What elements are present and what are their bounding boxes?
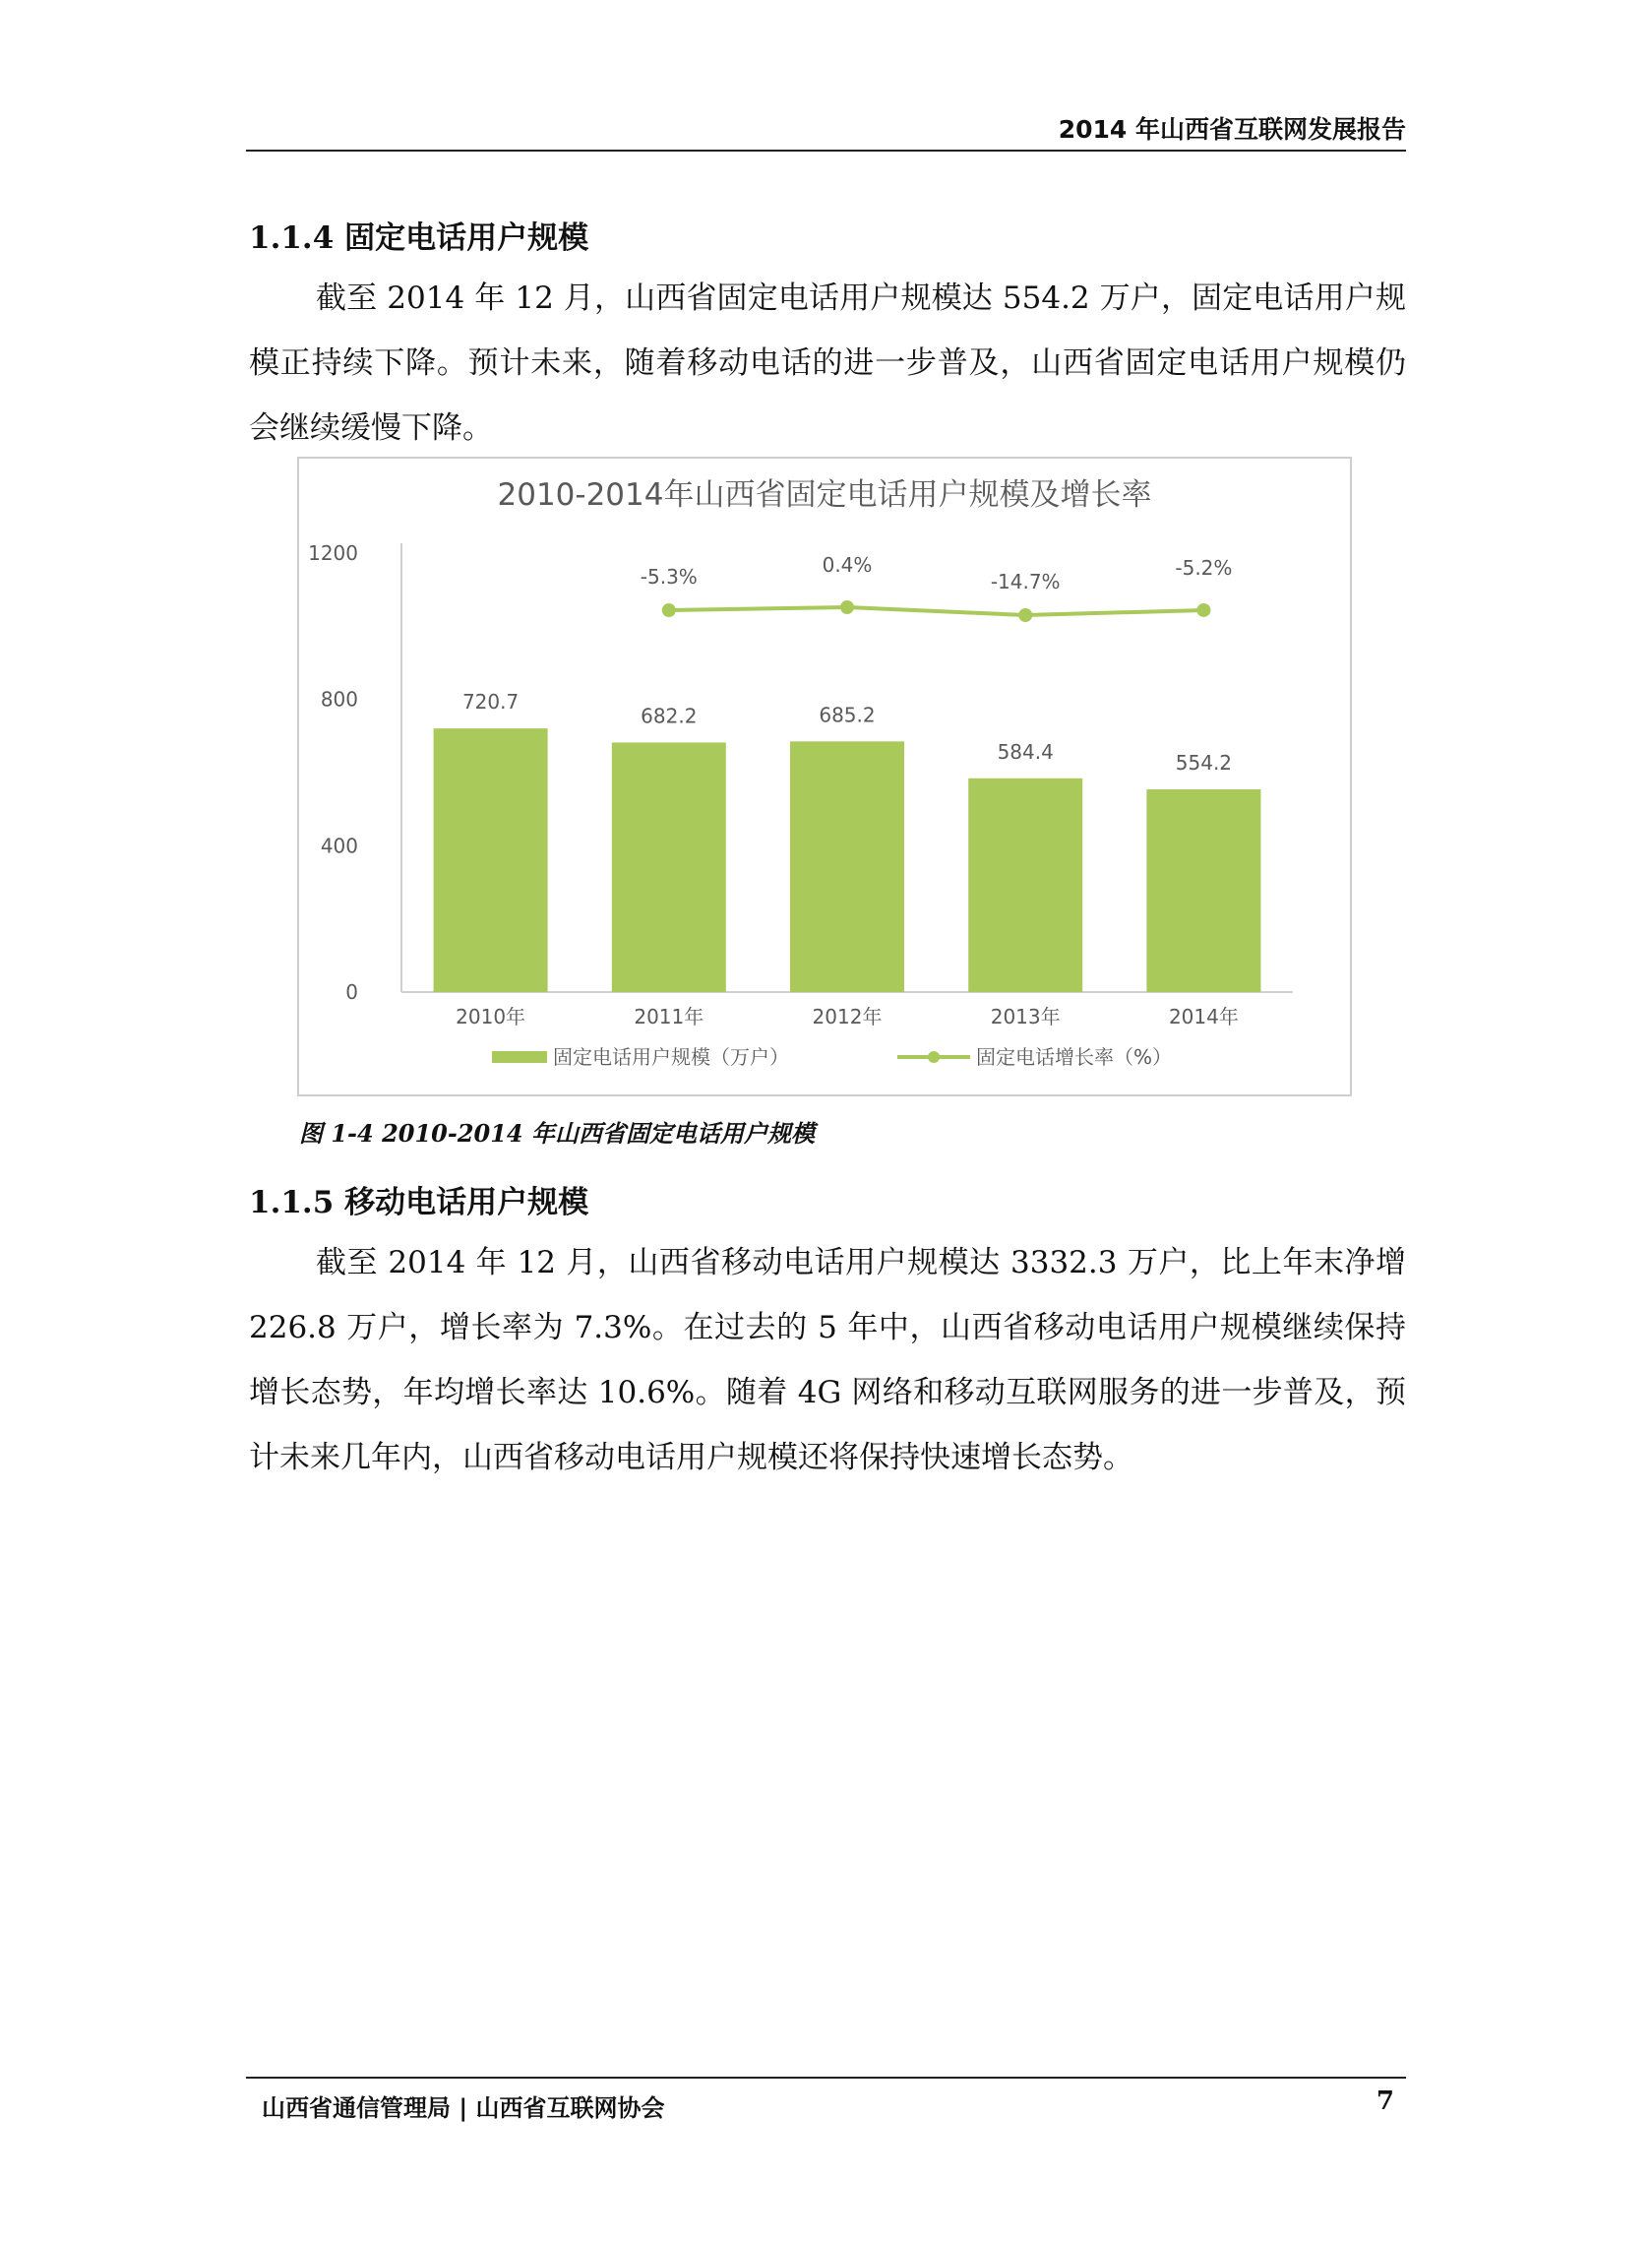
section-heading-fixed-phone: 1.1.4 固定电话用户规模 (249, 220, 589, 256)
y-tick-label: 800 (320, 687, 358, 712)
bar (1146, 789, 1260, 992)
growth-rate-label: -14.7% (990, 570, 1061, 593)
chart-frame (297, 457, 1352, 1096)
growth-rate-point (840, 600, 854, 614)
bar (790, 741, 904, 992)
growth-rate-point (1018, 608, 1032, 622)
section-paragraph-fixed-phone: 截至 2014 年 12 月，山西省固定电话用户规模达 554.2 万户，固定电话用户规模正持续下降。预计未来，随着移动电话的进一步普及，山西省固定电话用户规模仍会继续缓慢下降。 (249, 280, 1406, 446)
bar-value-label: 584.4 (997, 739, 1054, 764)
header-divider (246, 150, 1406, 152)
y-tick-label: 0 (345, 980, 358, 1004)
section-heading-mobile-phone: 1.1.5 移动电话用户规模 (249, 1185, 589, 1220)
bar-value-label: 682.2 (641, 704, 698, 728)
bar (612, 742, 726, 992)
bar-value-label: 554.2 (1175, 751, 1233, 776)
legend-bar-label: 固定电话用户规模（万户） (553, 1045, 789, 1069)
legend-line-marker (928, 1051, 940, 1063)
footer-organizations: 山西省通信管理局 | 山西省互联网协会 (262, 2094, 665, 2122)
bar (968, 778, 1082, 992)
chart-title: 2010-2014年山西省固定电话用户规模及增长率 (497, 477, 1152, 513)
growth-rate-label: -5.3% (640, 565, 698, 590)
growth-rate-label: 0.4% (822, 553, 873, 577)
growth-rate-point (1196, 603, 1210, 617)
figure-caption: 图 1-4 2010-2014 年山西省固定电话用户规模 (299, 1119, 815, 1148)
bar-value-label: 720.7 (461, 690, 520, 715)
legend-line-label: 固定电话增长率（%） (976, 1045, 1173, 1069)
bar (434, 728, 548, 992)
growth-rate-line (669, 607, 1204, 615)
growth-rate-label: -5.2% (1175, 555, 1233, 580)
x-tick-label: 2013年 (990, 1005, 1061, 1028)
page-number: 7 (1376, 2086, 1394, 2116)
report-header-title: 2014 年山西省互联网发展报告 (1058, 115, 1406, 144)
x-tick-label: 2012年 (812, 1005, 883, 1028)
legend-bar-swatch (492, 1051, 547, 1063)
fixed-phone-chart (299, 459, 1350, 1094)
y-tick-label: 1200 (308, 541, 358, 565)
x-tick-label: 2010年 (456, 1005, 526, 1028)
y-tick-label: 400 (320, 834, 358, 858)
x-tick-label: 2011年 (634, 1005, 704, 1028)
x-tick-label: 2014年 (1168, 1005, 1239, 1028)
growth-rate-point (662, 603, 676, 617)
footer-divider (246, 2077, 1406, 2079)
bar-value-label: 685.2 (819, 703, 876, 727)
section-paragraph-mobile-phone: 截至 2014 年 12 月，山西省移动电话用户规模达 3332.3 万户，比上年末净增 226.8 万户，增长率为 7.3%。在过去的 5 年中，山西省移动电话用户规模继续保持增长态势，年均增长率达 10.6%。随着 4G 网络和移动互联网服务的进一步普及，预计未来几年内，山西省移动电话用户规模还将保持快速增长态势。 (249, 1245, 1406, 1475)
